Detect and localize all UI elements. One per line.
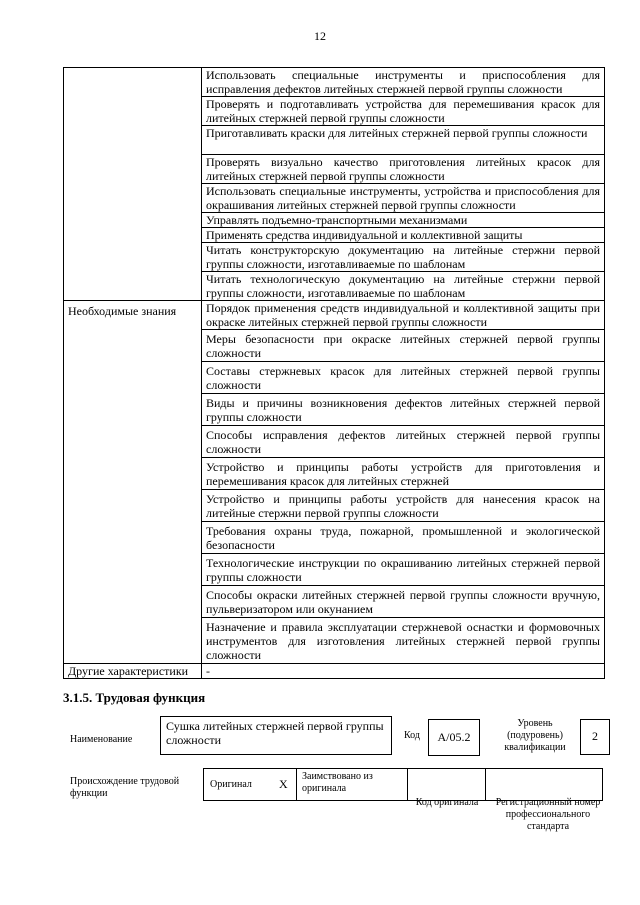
code-value-box: A/05.2 — [428, 719, 480, 756]
page-number: 12 — [314, 29, 326, 43]
table-row-text: Меры безопасности при окраске литейных стержней первой группы сложности — [202, 330, 605, 362]
code-original-caption: Код оригинала — [415, 797, 479, 808]
qualification-level-box: 2 — [580, 719, 610, 755]
table-row-text: Устройство и принципы работы устройств для приготовления и перемешивания красок для литейных стержней — [202, 458, 605, 490]
origin-label: Происхождение трудовой функции — [70, 776, 180, 799]
table-row-text: Читать конструкторскую документацию на литейные стержни первой группы сложности, изготавливаемые по шаблонам — [202, 243, 605, 272]
table-row-text: Назначение и правила эксплуатации стержневой оснастки и формовочных инструментов для изготовления литейных стержней первой группы сложности — [202, 618, 605, 664]
origin-divider — [407, 768, 408, 801]
qualification-level-label: Уровень (подуровень) квалификации — [504, 718, 566, 753]
knowledge-label: Необходимые знания — [64, 301, 202, 664]
function-name-box: Сушка литейных стержней первой группы сложности — [160, 716, 392, 755]
table-row-label — [64, 68, 202, 301]
table-row-text: Порядок применения средств индивидуальной и коллективной защиты при окраске литейных стержней первой группы сложности — [202, 301, 605, 330]
original-mark: X — [279, 777, 288, 791]
code-label: Код — [404, 730, 420, 741]
other-characteristics-value: - — [202, 664, 605, 679]
table-row-text: Управлять подъемно-транспортными механизмами — [202, 213, 605, 228]
origin-divider — [296, 768, 297, 801]
name-label: Наименование — [70, 734, 133, 745]
table-row-text: Составы стержневых красок для литейных стержней первой группы сложности — [202, 362, 605, 394]
origin-divider — [485, 768, 486, 801]
table-row-text: Читать технологическую документацию на литейные стержни первой группы сложности, изготавливаемые по шаблонам — [202, 272, 605, 301]
table-row-text: Устройство и принципы работы устройств для нанесения красок на литейные стержни первой группы сложности — [202, 490, 605, 522]
table-row-text: Проверять и подготавливать устройства для перемешивания красок для литейных стержней первой группы сложности — [202, 97, 605, 126]
table-row-text: Проверять визуально качество приготовления литейных красок для литейных стержней первой группы сложности — [202, 155, 605, 184]
table-row-text: Использовать специальные инструменты и приспособления для исправления дефектов литейных стержней первой группы сложности — [202, 68, 605, 97]
table-row-text: Способы исправления дефектов литейных стержней первой группы сложности — [202, 426, 605, 458]
table-row-text: Приготавливать краски для литейных стержней первой группы сложности — [202, 126, 605, 155]
section-title: 3.1.5. Трудовая функция — [63, 690, 206, 705]
borrowed-label: Заимствовано из оригинала — [302, 771, 373, 794]
skills-knowledge-table — [63, 67, 605, 679]
table-row-text: Применять средства индивидуальной и коллективной защиты — [202, 228, 605, 243]
table-row-text: Способы окраски литейных стержней первой группы сложности вручную, пульверизатором или окунанием — [202, 586, 605, 618]
table-row-text: Виды и причины возникновения дефектов литейных стержней первой группы сложности — [202, 394, 605, 426]
original-label: Оригинал — [210, 779, 252, 790]
registration-number-caption: Регистрационный номер профессионального стандарта — [495, 797, 601, 832]
table-row-text: Использовать специальные инструменты, устройства и приспособления для окрашивания литейных стержней первой группы сложности — [202, 184, 605, 213]
table-row-text: Требования охраны труда, пожарной, промышленной и экологической безопасности — [202, 522, 605, 554]
table-row-text: Технологические инструкции по окрашиванию литейных стержней первой группы сложности — [202, 554, 605, 586]
other-characteristics-label: Другие характеристики — [64, 664, 202, 679]
